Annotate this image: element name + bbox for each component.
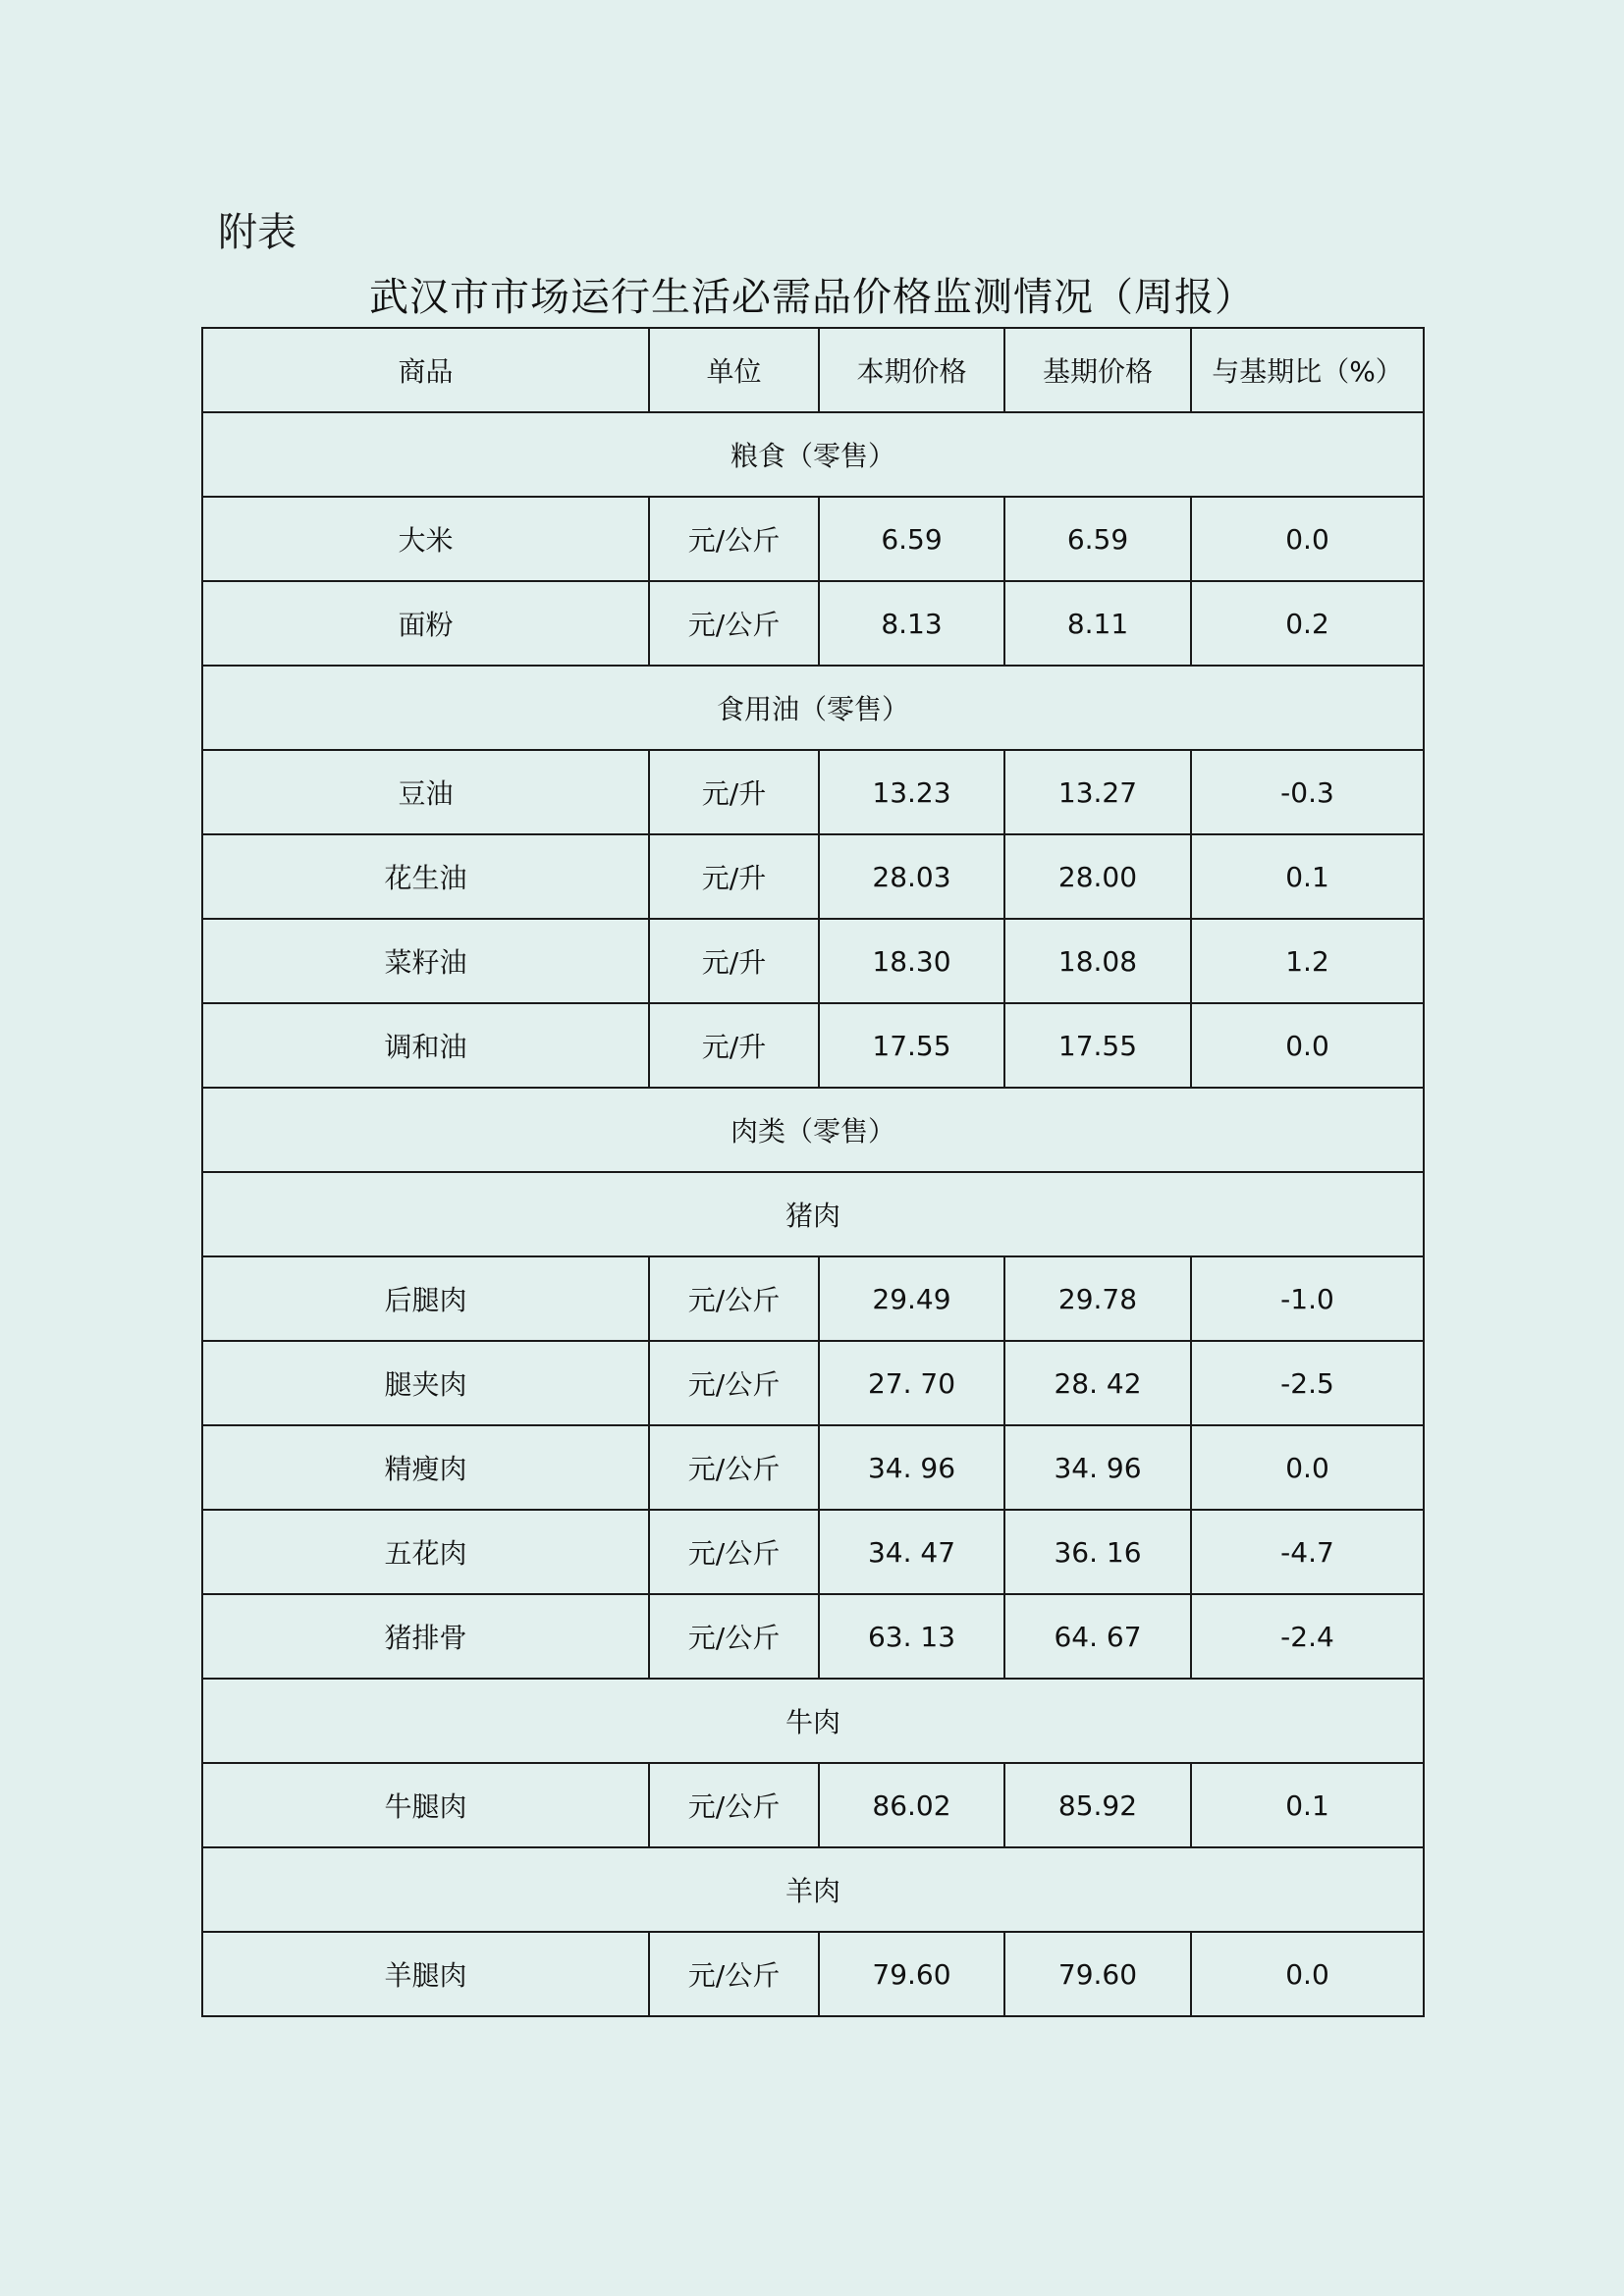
change-percent: -2.4	[1191, 1594, 1424, 1679]
subcategory-row	[202, 1679, 1424, 1763]
change-percent: -4.7	[1191, 1510, 1424, 1594]
base-price: 28.00	[1004, 834, 1191, 919]
table-row	[202, 581, 1424, 666]
table-row	[202, 1341, 1424, 1425]
subcategory-label: 羊肉	[202, 1847, 1424, 1932]
commodity-name: 精瘦肉	[202, 1425, 649, 1510]
change-percent: 0.0	[1191, 1932, 1424, 2016]
current-price: 18.30	[819, 919, 1004, 1003]
unit: 元/公斤	[649, 1932, 819, 2016]
attachment-label: 附表	[218, 210, 297, 255]
commodity-name: 牛腿肉	[202, 1763, 649, 1847]
current-price: 27. 70	[819, 1341, 1004, 1425]
current-price: 34. 47	[819, 1510, 1004, 1594]
current-price: 34. 96	[819, 1425, 1004, 1510]
table-row	[202, 1003, 1424, 1088]
unit: 元/升	[649, 1003, 819, 1088]
change-percent: 0.2	[1191, 581, 1424, 666]
change-percent: 0.0	[1191, 1003, 1424, 1088]
base-price: 36. 16	[1004, 1510, 1191, 1594]
commodity-name: 猪排骨	[202, 1594, 649, 1679]
unit: 元/公斤	[649, 1510, 819, 1594]
change-percent: 1.2	[1191, 919, 1424, 1003]
category-row	[202, 412, 1424, 497]
commodity-name: 菜籽油	[202, 919, 649, 1003]
unit: 元/公斤	[649, 581, 819, 666]
unit: 元/公斤	[649, 1763, 819, 1847]
current-price: 6.59	[819, 497, 1004, 581]
unit: 元/公斤	[649, 1425, 819, 1510]
current-price: 28.03	[819, 834, 1004, 919]
commodity-name: 豆油	[202, 750, 649, 834]
base-price: 17.55	[1004, 1003, 1191, 1088]
change-percent: -2.5	[1191, 1341, 1424, 1425]
table-row	[202, 1594, 1424, 1679]
header-base-price: 基期价格	[1004, 328, 1191, 412]
commodity-name: 羊腿肉	[202, 1932, 649, 2016]
subcategory-row	[202, 1172, 1424, 1256]
base-price: 13.27	[1004, 750, 1191, 834]
commodity-name: 大米	[202, 497, 649, 581]
unit: 元/升	[649, 919, 819, 1003]
table-header-row	[202, 328, 1424, 412]
change-percent: 0.0	[1191, 1425, 1424, 1510]
base-price: 18.08	[1004, 919, 1191, 1003]
change-percent: -0.3	[1191, 750, 1424, 834]
change-percent: 0.0	[1191, 497, 1424, 581]
base-price: 34. 96	[1004, 1425, 1191, 1510]
change-percent: -1.0	[1191, 1256, 1424, 1341]
current-price: 63. 13	[819, 1594, 1004, 1679]
table-row	[202, 834, 1424, 919]
current-price: 17.55	[819, 1003, 1004, 1088]
commodity-name: 腿夹肉	[202, 1341, 649, 1425]
header-unit: 单位	[649, 328, 819, 412]
unit: 元/公斤	[649, 497, 819, 581]
subcategory-label: 牛肉	[202, 1679, 1424, 1763]
header-commodity: 商品	[202, 328, 649, 412]
unit: 元/升	[649, 834, 819, 919]
table-row	[202, 1932, 1424, 2016]
table-row	[202, 919, 1424, 1003]
commodity-name: 调和油	[202, 1003, 649, 1088]
change-percent: 0.1	[1191, 1763, 1424, 1847]
commodity-name: 花生油	[202, 834, 649, 919]
header-change-percent: 与基期比（%）	[1191, 328, 1424, 412]
current-price: 29.49	[819, 1256, 1004, 1341]
category-label: 粮食（零售）	[202, 412, 1424, 497]
table-row	[202, 1256, 1424, 1341]
current-price: 13.23	[819, 750, 1004, 834]
unit: 元/公斤	[649, 1256, 819, 1341]
table-row	[202, 1510, 1424, 1594]
current-price: 79.60	[819, 1932, 1004, 2016]
category-row	[202, 666, 1424, 750]
category-row	[202, 1088, 1424, 1172]
base-price: 6.59	[1004, 497, 1191, 581]
unit: 元/升	[649, 750, 819, 834]
category-label: 食用油（零售）	[202, 666, 1424, 750]
table-row	[202, 497, 1424, 581]
table-row	[202, 1763, 1424, 1847]
document-title: 武汉市市场运行生活必需品价格监测情况（周报）	[369, 275, 1255, 320]
price-monitoring-table	[201, 327, 1425, 2017]
base-price: 64. 67	[1004, 1594, 1191, 1679]
base-price: 29.78	[1004, 1256, 1191, 1341]
commodity-name: 后腿肉	[202, 1256, 649, 1341]
category-label: 肉类（零售）	[202, 1088, 1424, 1172]
table-row	[202, 750, 1424, 834]
current-price: 86.02	[819, 1763, 1004, 1847]
unit: 元/公斤	[649, 1594, 819, 1679]
header-current-price: 本期价格	[819, 328, 1004, 412]
base-price: 8.11	[1004, 581, 1191, 666]
subcategory-label: 猪肉	[202, 1172, 1424, 1256]
base-price: 28. 42	[1004, 1341, 1191, 1425]
base-price: 79.60	[1004, 1932, 1191, 2016]
unit: 元/公斤	[649, 1341, 819, 1425]
commodity-name: 五花肉	[202, 1510, 649, 1594]
base-price: 85.92	[1004, 1763, 1191, 1847]
current-price: 8.13	[819, 581, 1004, 666]
subcategory-row	[202, 1847, 1424, 1932]
commodity-name: 面粉	[202, 581, 649, 666]
change-percent: 0.1	[1191, 834, 1424, 919]
table-row	[202, 1425, 1424, 1510]
